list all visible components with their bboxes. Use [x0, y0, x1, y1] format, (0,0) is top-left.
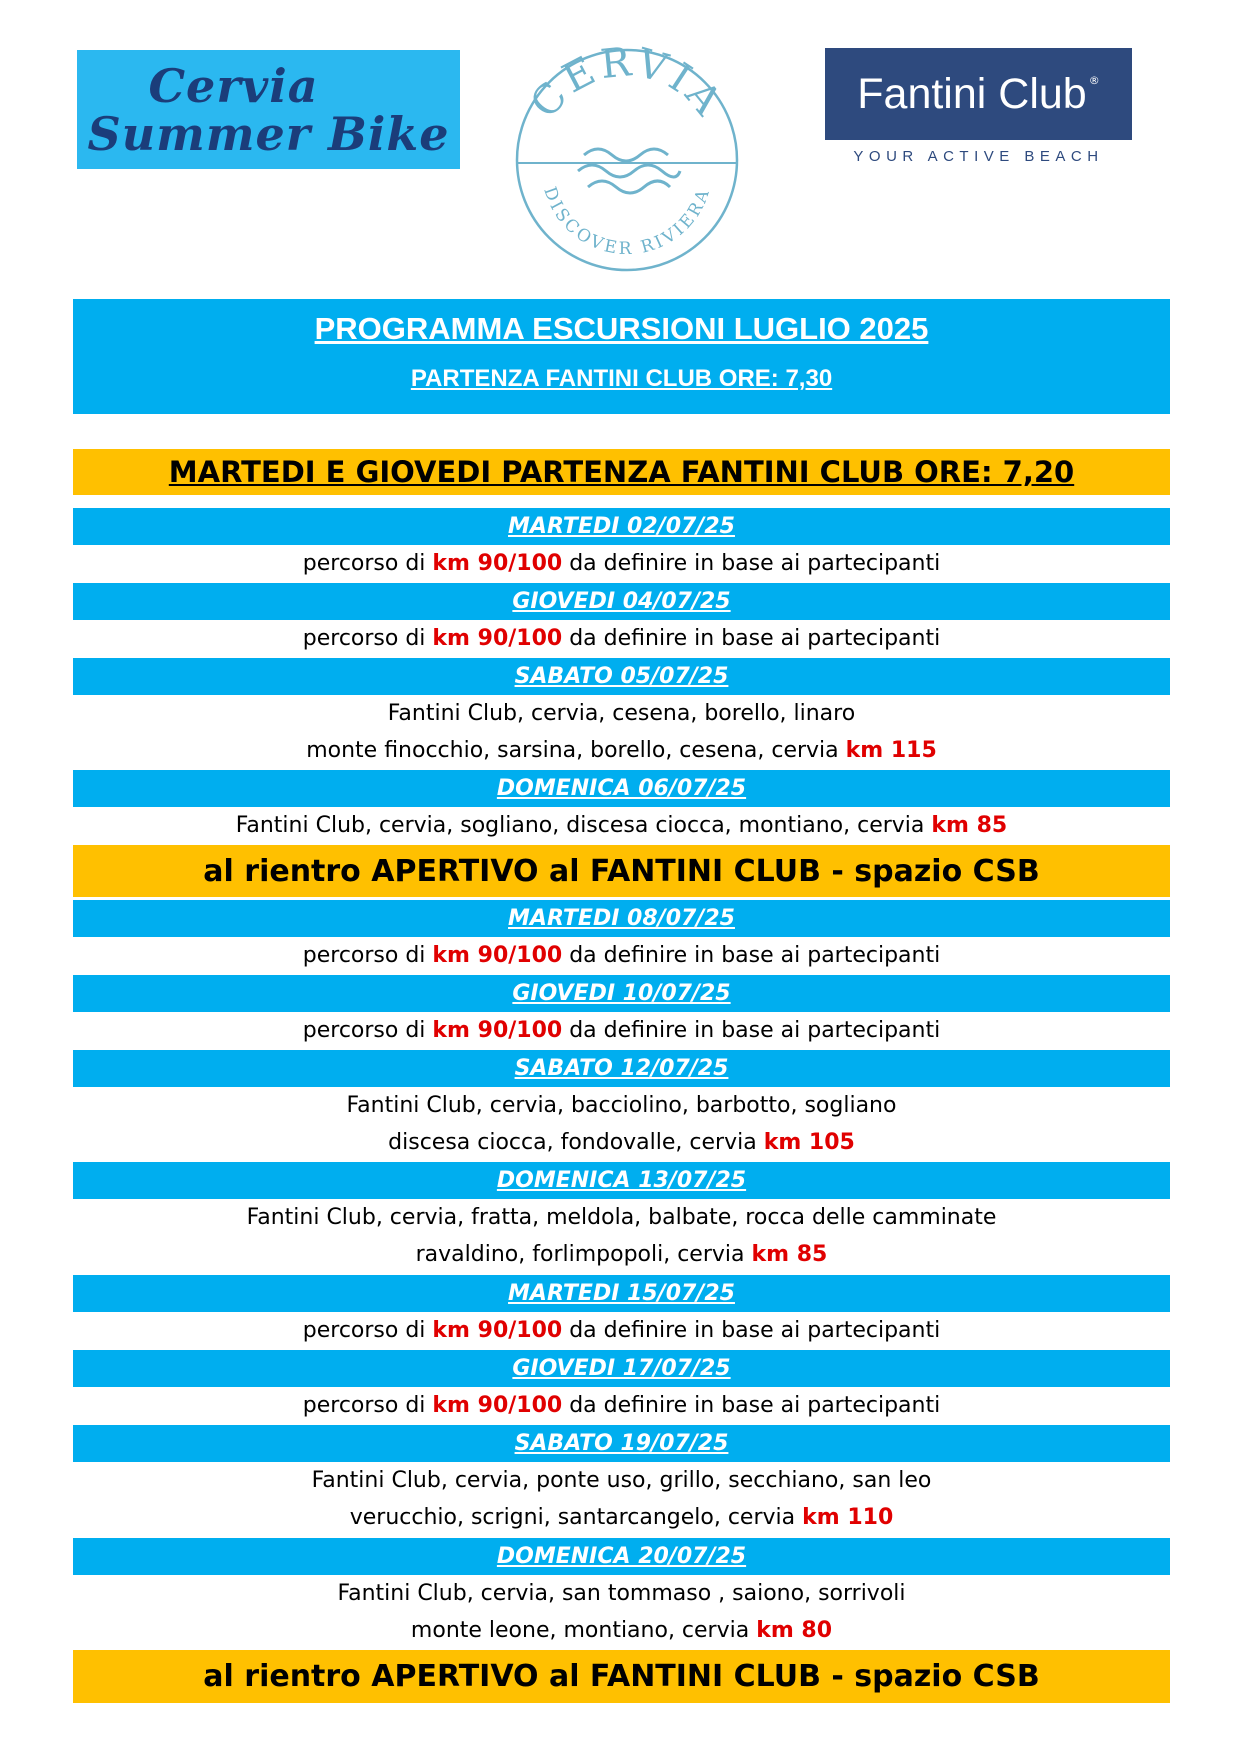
route-line: percorso di km 90/100 da definire in base ai partecipanti: [302, 943, 941, 968]
cervia-summer-bike-logo: [77, 50, 460, 169]
day-header: SABATO 19/07/25: [73, 1425, 1170, 1462]
aperitivo-banner: al rientro APERTIVO al FANTINI CLUB - spazio CSB: [73, 845, 1170, 897]
cervia-logo-bottom-text: DISCOVER RIVIERA: [539, 184, 715, 260]
route-line: Fantini Club, cervia, fratta, meldola, balbate, rocca delle camminate: [246, 1205, 997, 1230]
departure-time: PARTENZA FANTINI CLUB ORE: 7,30: [410, 365, 833, 392]
day-header: MARTEDI 02/07/25: [73, 508, 1170, 545]
fantini-logo-name: Fantini Club: [857, 69, 1087, 118]
route-line: monte leone, montiano, cervia km 80: [410, 1618, 833, 1643]
route-line: percorso di km 90/100 da definire in base ai partecipanti: [302, 1393, 941, 1418]
day-header: GIOVEDI 04/07/25: [73, 583, 1170, 620]
route-line: Fantini Club, cervia, sogliano, discesa ciocca, montiano, cervia km 85: [235, 813, 1008, 838]
page-title: PROGRAMMA ESCURSIONI LUGLIO 2025: [314, 311, 929, 346]
day-header: MARTEDI 15/07/25: [73, 1275, 1170, 1312]
route-line: Fantini Club, cervia, cesena, borello, linaro: [387, 701, 856, 726]
day-header: SABATO 12/07/25: [73, 1050, 1170, 1087]
route-line: Fantini Club, cervia, bacciolino, barbotto, sogliano: [346, 1093, 897, 1118]
day-header: MARTEDI 08/07/25: [73, 900, 1170, 937]
cervia-logo-top-text: CERVIA: [521, 45, 733, 127]
day-header: SABATO 05/07/25: [73, 658, 1170, 695]
route-line: Fantini Club, cervia, san tommaso , saiono, sorrivoli: [337, 1581, 906, 1606]
route-line: percorso di km 90/100 da definire in base ai partecipanti: [302, 551, 941, 576]
route-line: verucchio, scrigni, santarcangelo, cervia km 110: [349, 1505, 894, 1530]
waves-icon: [578, 149, 680, 193]
weekday-departure-notice: MARTEDI E GIOVEDI PARTENZA FANTINI CLUB ORE: 7,20: [73, 449, 1170, 495]
day-header: DOMENICA 06/07/25: [73, 770, 1170, 807]
cervia-discover-riviera-logo: [512, 45, 742, 275]
day-header: DOMENICA 20/07/25: [73, 1538, 1170, 1575]
day-header: DOMENICA 13/07/25: [73, 1162, 1170, 1199]
aperitivo-banner: al rientro APERTIVO al FANTINI CLUB - spazio CSB: [73, 1650, 1170, 1703]
summer-bike-logo-line1: Cervia: [148, 58, 319, 113]
route-line: ravaldino, forlimpopoli, cervia km 85: [415, 1242, 828, 1267]
route-line: discesa ciocca, fondovalle, cervia km 105: [388, 1130, 855, 1155]
fantini-logo-reg: ®: [1088, 73, 1100, 87]
route-line: monte finocchio, sarsina, borello, cesena, cervia km 115: [306, 738, 937, 763]
day-header: GIOVEDI 17/07/25: [73, 1350, 1170, 1387]
route-line: Fantini Club, cervia, ponte uso, grillo, secchiano, san leo: [311, 1468, 932, 1493]
route-line: percorso di km 90/100 da definire in base ai partecipanti: [302, 1318, 941, 1343]
program-header: [73, 299, 1170, 414]
day-header: GIOVEDI 10/07/25: [73, 975, 1170, 1012]
route-line: percorso di km 90/100 da definire in base ai partecipanti: [302, 626, 941, 651]
fantini-tagline: YOUR ACTIVE BEACH: [853, 148, 1104, 165]
summer-bike-logo-line2: Summer Bike: [87, 106, 450, 161]
route-line: percorso di km 90/100 da definire in base ai partecipanti: [302, 1018, 941, 1043]
fantini-club-logo: [825, 48, 1132, 140]
